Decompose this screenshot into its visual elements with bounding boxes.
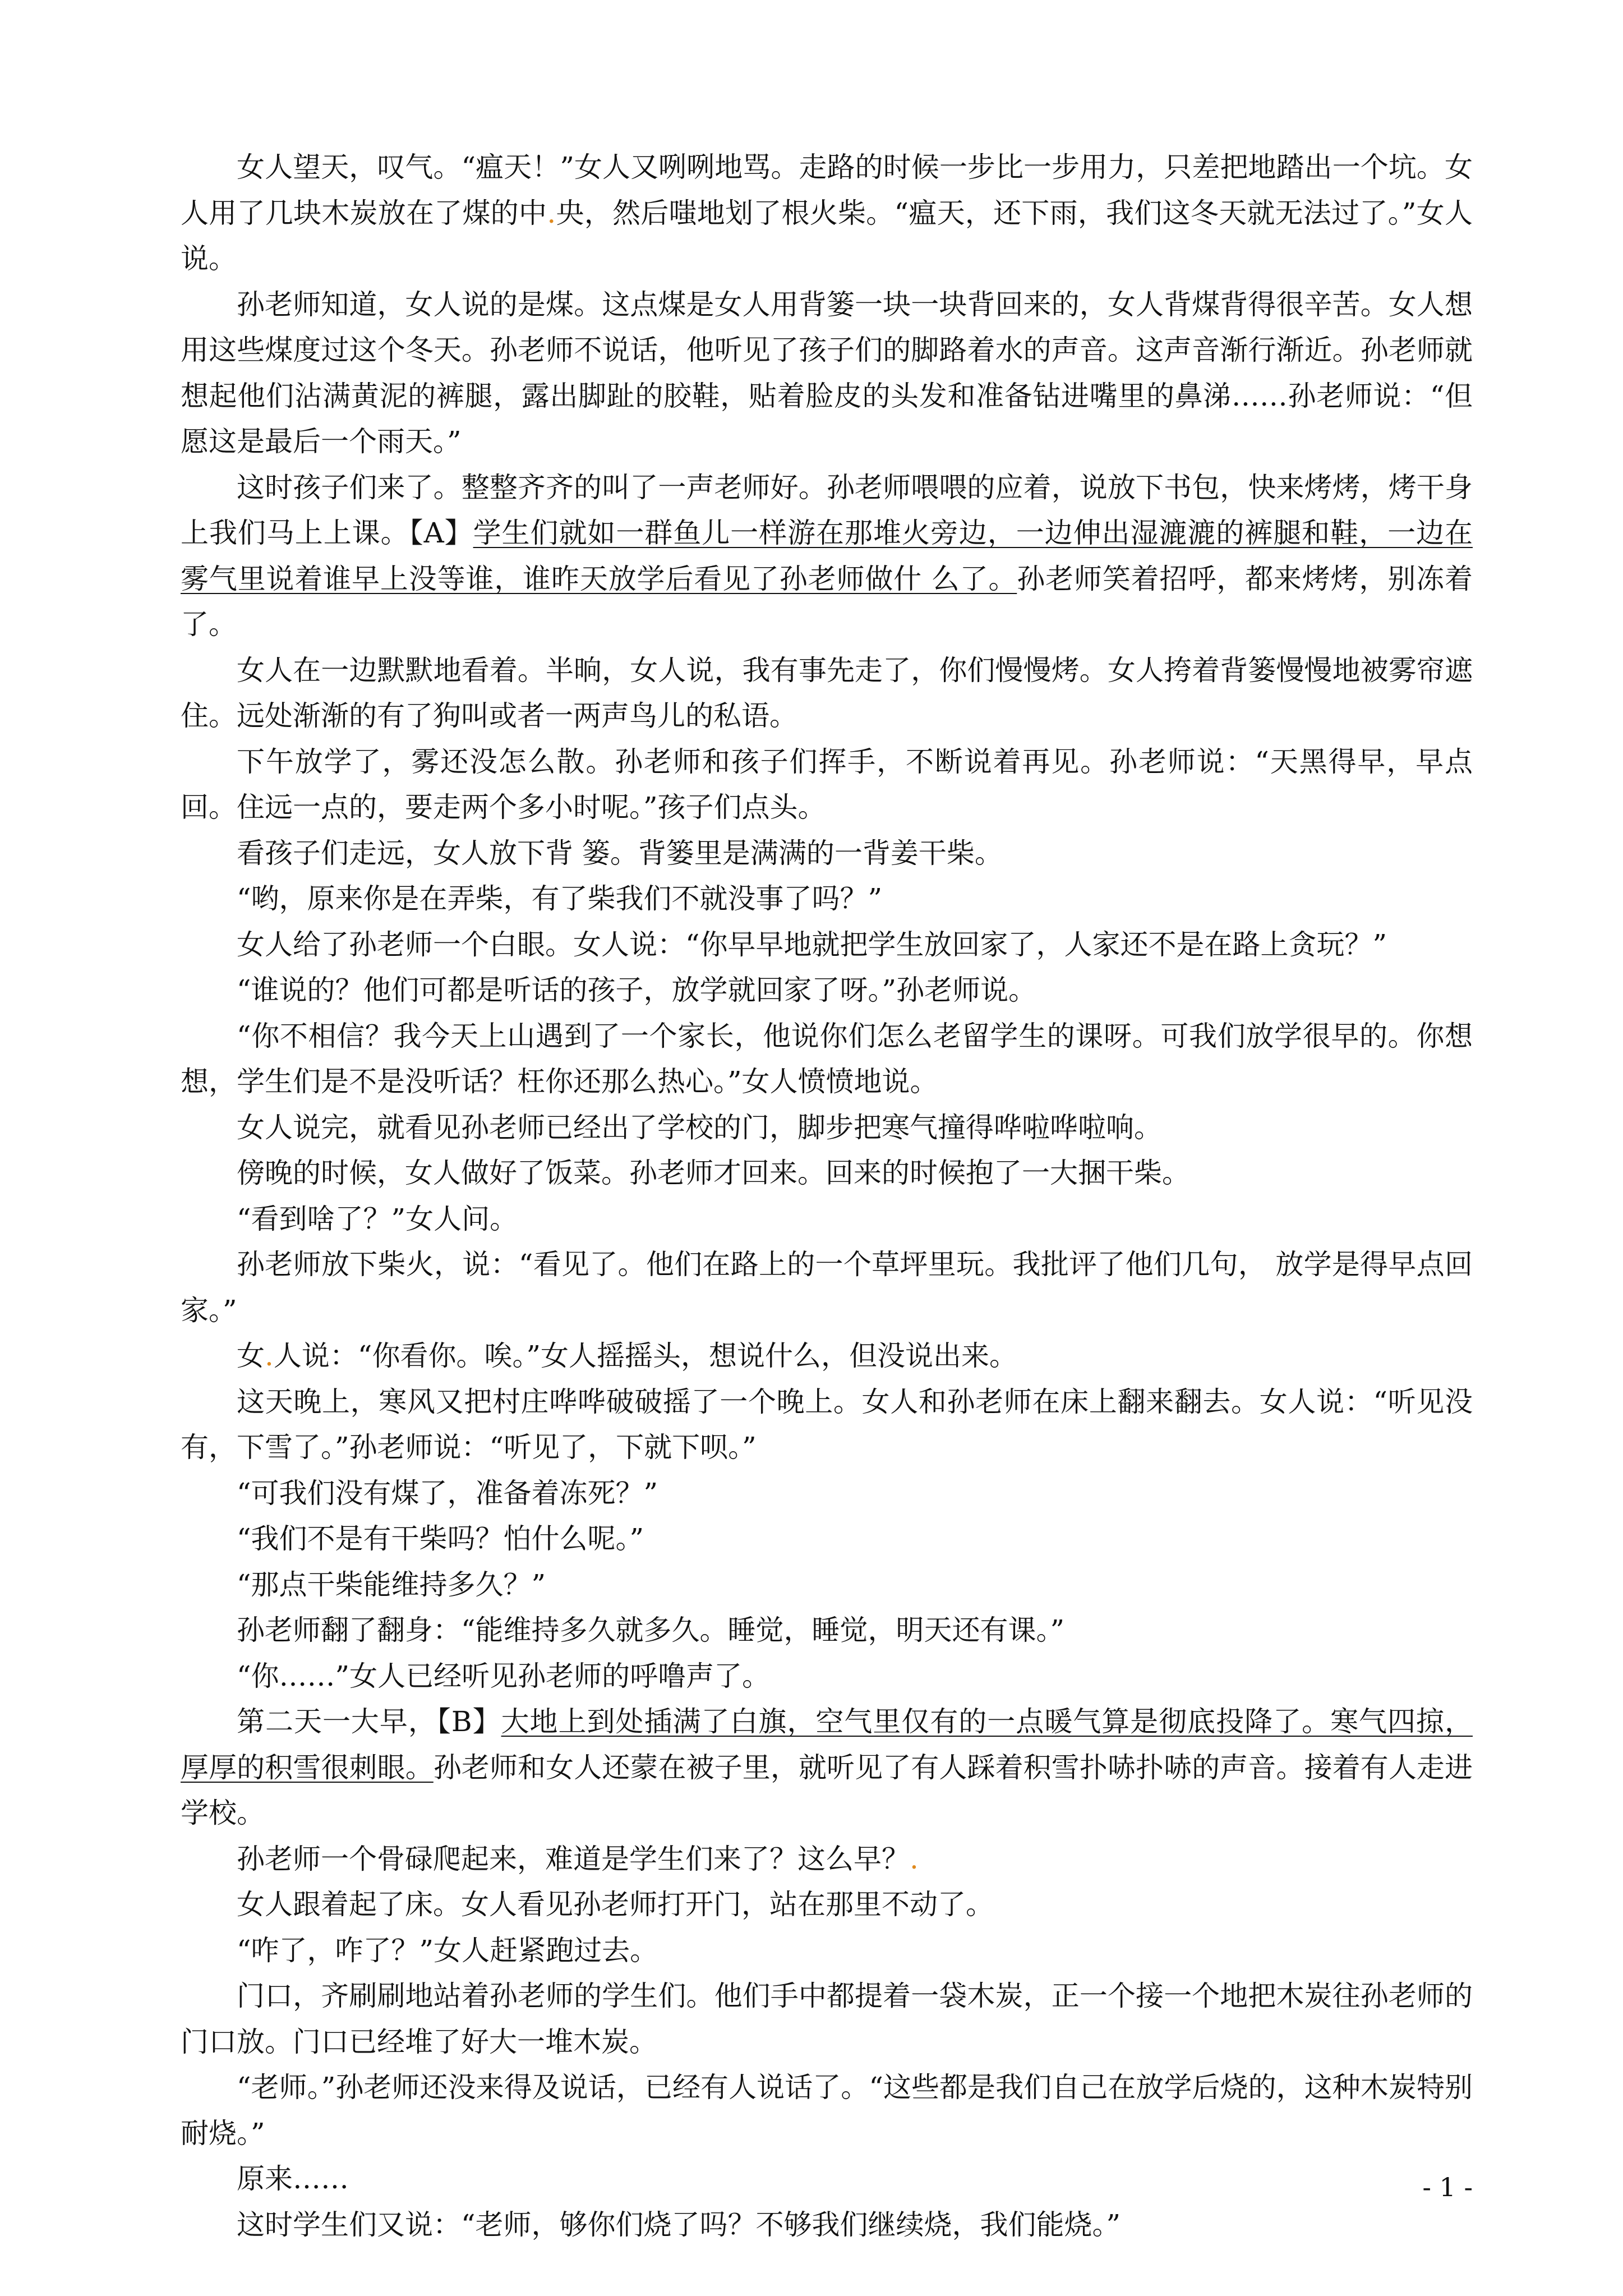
text-run: 门口，齐刷刷地站着孙老师的学生们。他们手中都提着一袋木炭，正一个接一个地把木炭往孙老师的门口放。门口已经堆了好大一堆木炭。 [181,1980,1473,2058]
paragraph [181,465,1473,648]
paragraph [181,1654,1473,1700]
text-run: 孙老师放下柴火，说：“看见了。他们在路上的一个草坪里玩。我批评了他们几句， 放学是得早点回家。” [181,1248,1473,1327]
text-run: 这时孩子们来了。整整齐齐的叫了一声老师好。孙老师喂喂的应着，说放下书包，快来烤烤，烤干身上我们马上上课。【A】 [181,471,1473,549]
paragraph [181,876,1473,922]
paragraph [181,282,1473,465]
text-run: 孙老师翻了翻身：“能维持多久就多久。睡觉，睡觉，明天还有课。” [237,1614,1065,1646]
underlined-passage: 大地上到处插满了白旗，空气里仅有的一点暖气算是彻底投降了。寒气四掠，厚厚的积雪很刺眼。 [181,1705,1473,1784]
paragraph [181,1379,1473,1471]
paragraph [181,1699,1473,1837]
text-run: 孙老师笑着招呼，都来烤烤，别冻着了。 [181,562,1473,641]
paragraph [181,739,1473,831]
stray-mark: . [265,1340,274,1372]
underlined-passage: 学生们就如一群鱼儿一样游在那堆火旁边，一边伸出湿漉漉的裤腿和鞋，一边在雾气里说着谁早上没等谁，谁昨天放学后看见了孙老师做什 么了。 [181,517,1473,595]
text-run: 傍晚的时候，女人做好了饭菜。孙老师才回来。回来的时候抱了一大捆干柴。 [237,1157,1190,1189]
paragraph [181,145,1473,282]
text-run: 女人给了孙老师一个白眼。女人说：“你早早地就把学生放回家了，人家还不是在路上贪玩？” [237,928,1387,961]
paragraph [181,1471,1473,1517]
text-run: “那点干柴能维持多久？” [237,1568,546,1601]
paragraph [181,1242,1473,1333]
text-run: 女人望天，叹气。“瘟天！”女人又咧咧地骂。走路的时候一步比一步用力，只差把地踏出一个坑。女人用了几块木炭放在了煤的中 [181,151,1473,229]
stray-mark: . [910,1842,919,1875]
text-run: 看孩子们走远，女人放下背 篓。背篓里是满满的一背姜干柴。 [237,836,1003,869]
text-run: 原来…… [237,2162,349,2195]
paragraph [181,2065,1473,2156]
paragraph [181,1151,1473,1197]
text-run: “哟，原来你是在弄柴，有了柴我们不就没事了吗？” [237,882,883,915]
paragraph [181,1882,1473,1928]
text-run: 孙老师知道，女人说的是煤。这点煤是女人用背篓一块一块背回来的，女人背煤背得很辛苦。女人想用这些煤度过这个冬天。孙老师不说话，他听见了孩子们的脚路着水的声音。这声音渐行渐近。孙老师就想起他们沾满黄泥的裤腿，露出脚趾的胶鞋，贴着脸皮的头发和准备钻进嘴里的鼻涕……孙老师说：“但愿这是最后一个雨天。” [181,288,1473,458]
text-run: 下午放学了，雾还没怎么散。孙老师和孩子们挥手，不断说着再见。孙老师说：“天黑得早，早点回。住远一点的，要走两个多小时呢。”孩子们点头。 [181,745,1473,823]
text-run: “你……”女人已经听见孙老师的呼噜声了。 [237,1659,771,1692]
stray-mark: . [547,196,556,229]
text-run: 女人在一边默默地看着。半晌，女人说，我有事先走了，你们慢慢烤。女人挎着背篓慢慢地被雾帘遮住。远处渐渐的有了狗叫或者一两声鸟儿的私语。 [181,654,1473,732]
text-run: “看到啥了？”女人问。 [237,1202,518,1235]
paragraph [181,968,1473,1014]
paragraph [181,1837,1473,1883]
paragraph [181,831,1473,877]
paragraph [181,1562,1473,1608]
text-run: 第二天一大早，【B】 [237,1705,501,1738]
paragraph [181,1516,1473,1562]
text-run: “老师。”孙老师还没来得及说话，已经有人说话了。“这些都是我们自己在放学后烧的，这种木炭特别耐烧。” [181,2071,1473,2150]
text-run: 女 [237,1340,265,1372]
paragraph [181,1608,1473,1654]
paragraph [181,1014,1473,1105]
text-run: “可我们没有煤了，准备着冻死？” [237,1476,658,1510]
paragraph [181,1928,1473,1974]
text-run: 孙老师一个骨碌爬起来，难道是学生们来了？这么早？ [237,1842,910,1875]
paragraph [181,922,1473,968]
paragraph [181,1333,1473,1379]
paragraph [181,1105,1473,1151]
text-run: “咋了，咋了？”女人赶紧跑过去。 [237,1934,658,1967]
paragraph [181,2156,1473,2202]
paragraph [181,648,1473,739]
paragraph [181,2202,1473,2248]
text-run: “谁说的？他们可都是听话的孩子，放学就回家了呀。”孙老师说。 [237,974,1037,1006]
text-run: 女人说完，就看见孙老师已经出了学校的门，脚步把寒气撞得哗啦哗啦响。 [237,1111,1162,1144]
text-run: 人说：“你看你。唉。”女人摇摇头，想说什么，但没说出来。 [273,1340,1018,1372]
text-run: 央，然后嗤地划了根火柴。“瘟天，还下雨，我们这冬天就无法过了。”女人说。 [181,196,1473,275]
page-number: - 1 - [1422,2172,1473,2202]
text-run: 女人跟着起了床。女人看见孙老师打开门，站在那里不动了。 [237,1888,994,1921]
text-run: 这天晚上，寒风又把村庄哗哗破破摇了一个晚上。女人和孙老师在床上翻来翻去。女人说：“听见没有，下雪了。”孙老师说：“听见了，下就下呗。” [181,1385,1473,1464]
text-run: 这时学生们又说：“老师，够你们烧了吗？不够我们继续烧，我们能烧。” [237,2208,1121,2241]
text-run: 孙老师和女人还蒙在被子里，就听见了有人踩着积雪扑哧扑哧的声音。接着有人走进学校。 [181,1751,1473,1829]
paragraph [181,1973,1473,2065]
paragraph [181,1197,1473,1243]
text-run: “你不相信？我今天上山遇到了一个家长，他说你们怎么老留学生的课呀。可我们放学很早的。你想想，学生们是不是没听话？枉你还那么热心。”女人愤愤地说。 [181,1019,1473,1098]
text-run: “我们不是有干柴吗？怕什么呢。” [237,1522,644,1555]
